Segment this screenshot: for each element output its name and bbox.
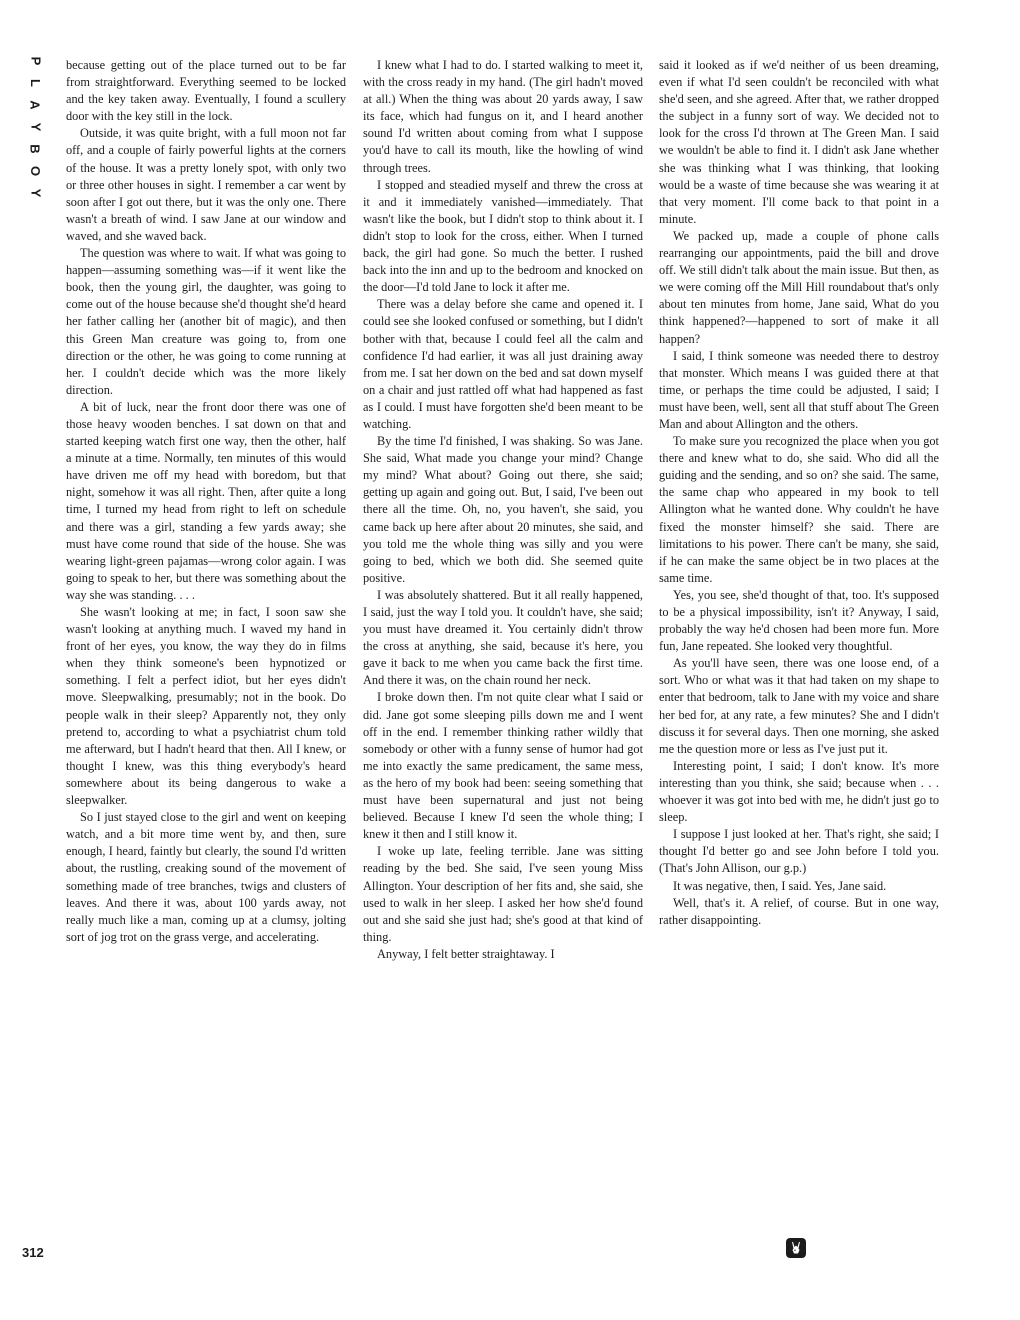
masthead-letter: P [27,56,43,66]
rabbit-head-glyph [789,1241,803,1255]
paragraph: Outside, it was quite bright, with a full moon not far off, and a couple of fairly powerful lights at the corners of the house. It was a pretty lonely spot, with only two or three other houses in sight. I remember a car went by soon after I got out there, but it was the only one. There wasn't a breath of wind. I saw Jane at our window and waved, and she waved back. [66,126,346,243]
paragraph: There was a delay before she came and opened it. I could see she looked confused or something, but I didn't bother with that, because I could feel all the calm and confidence I'd had earlier, it was all just draining away from me. I sat her down on the bed and sat down myself on a chair and just rattled off what had happened as fast as I could. I must have forgotten she'd been meant to be watching. [363,297,643,431]
masthead-letter: A [27,100,43,110]
paragraph: Anyway, I felt better straightaway. I [377,946,555,961]
masthead-letter: Y [27,188,43,198]
paragraph: I knew what I had to do. I started walking to meet it, with the cross ready in my hand. (The girl hadn't moved at all.) When the thing was about 20 yards away, I saw its face, which had fungus on it, and I heard another sound I'd written about coming from what I suppose you'd have to call its mouth, like the howling of wind through trees. [363,58,643,175]
playboy-rabbit-icon [786,1238,806,1258]
paragraph: As you'll have seen, there was one loose end, of a sort. Who or what was it that had taken on my shape to enter that bedroom, talk to Jane with my voice and share her bed for, at any rate, a few minutes? She and I didn't discuss it for several days. Then one morning, she asked me the question more or less as I've just put it. [659,656,939,756]
masthead-letter: B [27,144,43,154]
text-column-3 [659,57,939,1257]
paragraph: said it looked as if we'd neither of us been dreaming, even if what I'd seen couldn't be reconciled with what she'd seen, and she agreed. After that, we rather dropped the subject in a funny sort of way. We decided not to look for the cross I'd thrown at The Green Man. I said we wouldn't be able to find it. I didn't ask Jane whether she was thinking what I was thinking, that looking would be a waste of time because she was wearing it at that very moment. I'll come back to that point in a minute. [659,58,939,226]
paragraph: The question was where to wait. If what was going to happen—assuming something was—if it went like the book, then the young girl, the daughter, was going to come out of the house because she'd thought she'd heard her father calling her (another bit of magic), and then this Green Man creature was going to, from one direction or the other, he was going to come running at her. I couldn't decide which was the more likely direction. [66,246,346,397]
paragraph: I suppose I just looked at her. That's right, she said; I thought I'd better go and see John before I told you. (That's John Allison, our g.p.) [659,827,939,876]
paragraph: I said, I think someone was needed there to destroy that monster. Which means I was guided there at that time, or perhaps the time could be adjusted, I said; I must have been, well, sent all that stuff about The Green Man and about Allington and the others. [659,348,939,431]
paragraph: Interesting point, I said; I don't know. It's more interesting than you think, she said; because when . . . whoever it was got into bed with me, he didn't just go to sleep. [659,758,939,825]
paragraph: By the time I'd finished, I was shaking. So was Jane. She said, What made you change your mind? Change my mind? What about? Going out there, she said; getting up again and going out. But, I said, I've been out there all the time. Oh, no, you haven't, she said, you came back up here after about 20 minutes, she said, and you told me the whole thing was silly and you were going to bed, which we both did. She seemed quite positive. [363,434,643,585]
masthead-letter: Y [27,122,43,132]
page-number: 312 [22,1245,44,1260]
paragraph: She wasn't looking at me; in fact, I soon saw she wasn't looking at anything much. I waved my hand in front of her eyes, you know, the way they do in films when they think someone's been hypnotized or something. I felt a perfect idiot, but her eyes didn't move. Sleepwalking, presumably; not in the book. Do people walk in their sleep? Apparently not, they only pretend to, according to what a psychiatrist chum told me afterward, but I hadn't heard that then. All I knew, or thought I knew, was this thing everybody's heard somewhere about its being dangerous to wake a sleepwalker. [66,605,346,808]
text-column-1 [66,57,346,1257]
paragraph: To make sure you recognized the place when you got there and knew what to do, she said. Who did all the guiding and the sending, and so on? she said. The same, the same chap who appeared in my book to tell Allington what he wanted done. Why couldn't he have fixed the monster himself? she said. There are limitations to his power. There can't be many, she said, if he can make the same object be in two places at the same time. [659,434,939,585]
paragraph: I was absolutely shattered. But it all really happened, I said, just the way I told you. It couldn't have, she said; you must have dreamed it. You certainly didn't throw the cross at anything, she said, because it's here, you gave it back to me when you came back the first time. And there it was, on the chain round her neck. [363,587,643,688]
paragraph: We packed up, made a couple of phone calls rearranging our appointments, paid the bill and drove off. We still didn't talk about the main issue. But then, as we were coming off the Mill Hill roundabout that's only about ten minutes from home, Jane said, What do you think happened?—happened to sort of make it all happen? [659,228,939,346]
masthead-letter: L [27,79,43,87]
paragraph: A bit of luck, near the front door there was one of those heavy wooden benches. I sat down on that and started keeping watch first one way, then the other, half a minute at a time. Normally, ten minutes of this would have driven me off my head with boredom, but that night, somehow it was all right. Then, after quite a long time, I turned my head from right to left on schedule and there was a girl, standing a few yards away; she must have come round that side of the house. She was wearing light-green pajamas—wrong color again. I was going to speak to her, but there was something about the way she was standing. . . . [66,399,346,602]
paragraph: Well, that's it. A relief, of course. But in one way, rather disappointing. [659,895,939,927]
magazine-masthead [24,50,46,204]
paragraph: Yes, you see, she'd thought of that, too. It's supposed to be a physical impossibility, isn't it? Anyway, I said, probably the way he'd chosen had been more fun. More fun, Jane repeated. She looked very thoughtful. [659,587,939,654]
paragraph: I broke down then. I'm not quite clear what I said or did. Jane got some sleeping pills down me and I went off in the end. I remember thinking rather wildly that somebody or other with a funny sense of humor had got me into exactly the same predicament, the same mess, as the hero of my book had been: seeing something that must have been supernatural and just not being believed. Because I knew I'd seen the whole thing; I knew it then and I still know it. [363,690,643,842]
paragraph: So I just stayed close to the girl and went on keeping watch, and a bit more time went by, and then, sure enough, I heard, faintly but clearly, the sound I'd written about, the rustling, creaking sound of the movement of something made of tree branches, twigs and clusters of leaves. And there it was, about 100 yards away, not really much like a man, coming up at a clumsy, jolting sort of jog trot on the grass verge, and accelerating. [66,810,346,944]
text-column-2 [363,57,643,1257]
paragraph: I stopped and steadied myself and threw the cross at it and it immediately vanished—immediately. That wasn't like the book, but I didn't stop to think about it. I didn't stop to look for the cross, either. When I turned back, the girl had gone. So much the better. I rushed back into the inn and up to the bedroom and knocked on the door—I'd told Jane to lock it after me. [363,177,643,295]
masthead-letter: O [28,165,43,177]
paragraph: It was negative, then, I said. Yes, Jane said. [673,878,887,893]
paragraph: I woke up late, feeling terrible. Jane was sitting reading by the bed. She said, I've seen young Miss Allington. Your description of her fits and, she said, she used to walk in her sleep. I asked her how she'd found out and she said she just had; she's good at that kind of thing. [363,844,643,944]
paragraph: because getting out of the place turned out to be far from straightforward. Everything seemed to be locked and the key taken away. Eventually, I found a scullery door with the key still in the lock. [66,58,346,124]
